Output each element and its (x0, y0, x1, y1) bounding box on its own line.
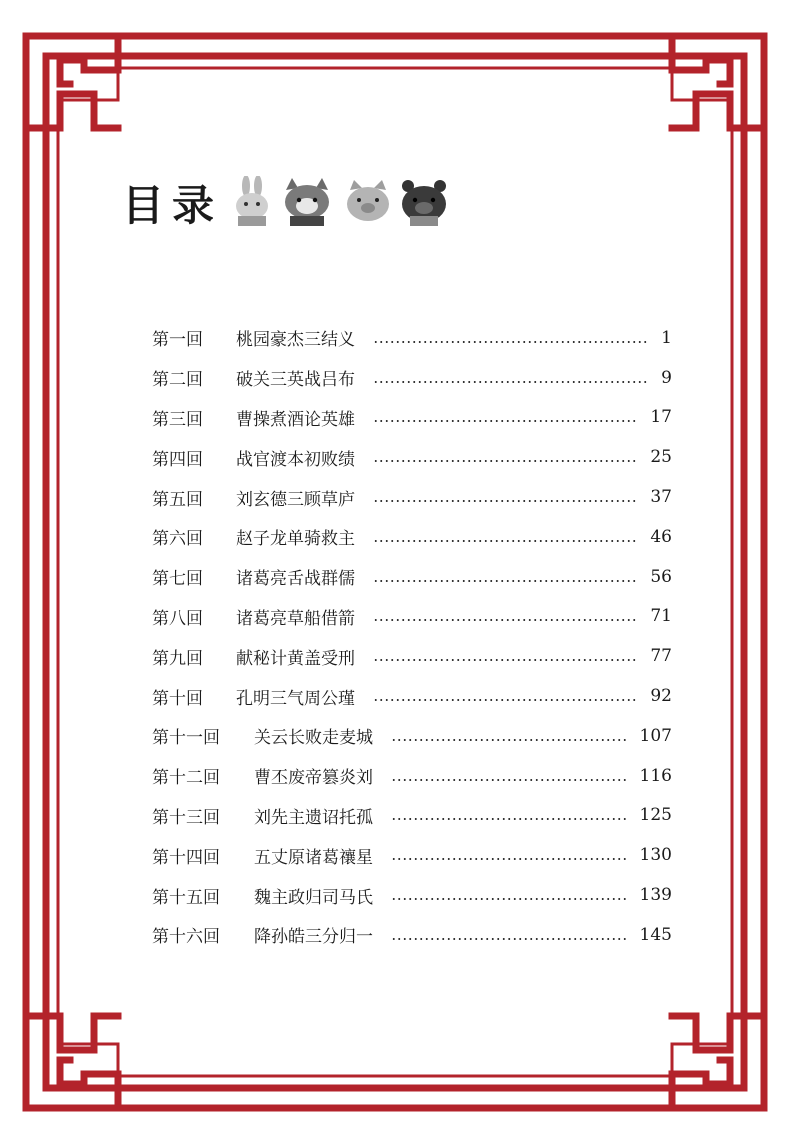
toc-row[interactable] (152, 557, 672, 597)
page-number: 116 (639, 765, 672, 786)
toc-row[interactable] (152, 875, 672, 915)
toc-row[interactable] (152, 477, 672, 517)
chapter-number: 第八回 (152, 608, 203, 629)
chapter-number: 第十回 (152, 688, 203, 709)
dot-leader (373, 580, 636, 582)
chapter-number: 第四回 (152, 449, 203, 470)
dot-leader (391, 739, 626, 741)
toc-row[interactable] (152, 636, 672, 676)
chapter-number: 第十二回 (152, 768, 220, 789)
dot-leader (373, 619, 636, 621)
dot-leader (373, 341, 647, 343)
toc-row[interactable] (152, 358, 672, 398)
pig-icon (347, 180, 389, 221)
chapter-title: 刘玄德三顾草庐 (236, 489, 355, 510)
page-number: 9 (661, 367, 672, 388)
page-number: 46 (650, 526, 672, 547)
page-number: 130 (639, 845, 672, 866)
chapter-number: 第六回 (152, 529, 203, 550)
chapter-number: 第七回 (152, 569, 203, 590)
page-number: 25 (650, 447, 672, 468)
dot-leader (373, 420, 636, 422)
toc-row[interactable] (152, 716, 672, 756)
page-number: 71 (650, 606, 672, 627)
toc-row[interactable] (152, 597, 672, 637)
chapter-title: 诸葛亮草船借箭 (236, 608, 355, 629)
page-title: 目录 (122, 181, 223, 230)
page-number: 1 (661, 327, 672, 348)
toc-row[interactable] (152, 517, 672, 557)
dot-leader (391, 818, 626, 820)
dot-leader (373, 699, 636, 701)
chapter-number: 第九回 (152, 648, 203, 669)
dot-leader (391, 938, 626, 940)
dot-leader (373, 540, 636, 542)
dot-leader (373, 659, 636, 661)
chapter-title: 赵子龙单骑救主 (236, 529, 355, 550)
dot-leader (391, 779, 626, 781)
bear-icon (402, 180, 446, 226)
chapter-number: 第三回 (152, 409, 203, 430)
toc-row[interactable] (152, 796, 672, 836)
toc-row[interactable] (152, 835, 672, 875)
page-number: 125 (639, 805, 672, 826)
dot-leader (391, 858, 626, 860)
chapter-title: 曹操煮酒论英雄 (236, 409, 355, 430)
toc-row[interactable] (152, 437, 672, 477)
chapter-number: 第十六回 (152, 927, 220, 948)
chapter-number: 第十一回 (152, 728, 220, 749)
toc-row[interactable] (152, 398, 672, 438)
table-of-contents (152, 318, 672, 955)
chapter-title: 孔明三气周公瑾 (236, 688, 355, 709)
page-number: 92 (650, 686, 672, 707)
chapter-title: 降孙皓三分归一 (254, 927, 373, 948)
chapter-number: 第十四回 (152, 847, 220, 868)
page-number: 37 (650, 487, 672, 508)
chapter-title: 关云长败走麦城 (254, 728, 373, 749)
chapter-number: 第一回 (152, 330, 203, 351)
chapter-title: 刘先主遗诏托孤 (254, 807, 373, 828)
page-number: 17 (650, 407, 672, 428)
page-number: 77 (650, 646, 672, 667)
chapter-title: 献秘计黄盖受刑 (236, 648, 355, 669)
dot-leader (373, 500, 636, 502)
rabbit-icon (236, 176, 268, 226)
toc-row[interactable] (152, 915, 672, 955)
chapter-title: 曹丕废帝篡炎刘 (254, 768, 373, 789)
toc-row[interactable] (152, 318, 672, 358)
chapter-number: 第五回 (152, 489, 203, 510)
chapter-title: 魏主政归司马氏 (254, 887, 373, 908)
page-number: 139 (639, 885, 672, 906)
chapter-title: 诸葛亮舌战群儒 (236, 569, 355, 590)
chapter-title: 桃园豪杰三结义 (236, 330, 355, 351)
mascot-group (232, 176, 462, 228)
cat-icon (285, 178, 329, 226)
chapter-title: 战官渡本初败绩 (236, 449, 355, 470)
toc-row[interactable] (152, 756, 672, 796)
toc-row[interactable] (152, 676, 672, 716)
chapter-title: 五丈原诸葛禳星 (254, 847, 373, 868)
dot-leader (373, 381, 647, 383)
chapter-number: 第十三回 (152, 807, 220, 828)
page-number: 56 (650, 566, 672, 587)
chapter-title: 破关三英战吕布 (236, 370, 355, 391)
page-number: 145 (639, 924, 672, 945)
dot-leader (373, 460, 636, 462)
page-number: 107 (639, 725, 672, 746)
dot-leader (391, 898, 626, 900)
chapter-number: 第二回 (152, 370, 203, 391)
chapter-number: 第十五回 (152, 887, 220, 908)
